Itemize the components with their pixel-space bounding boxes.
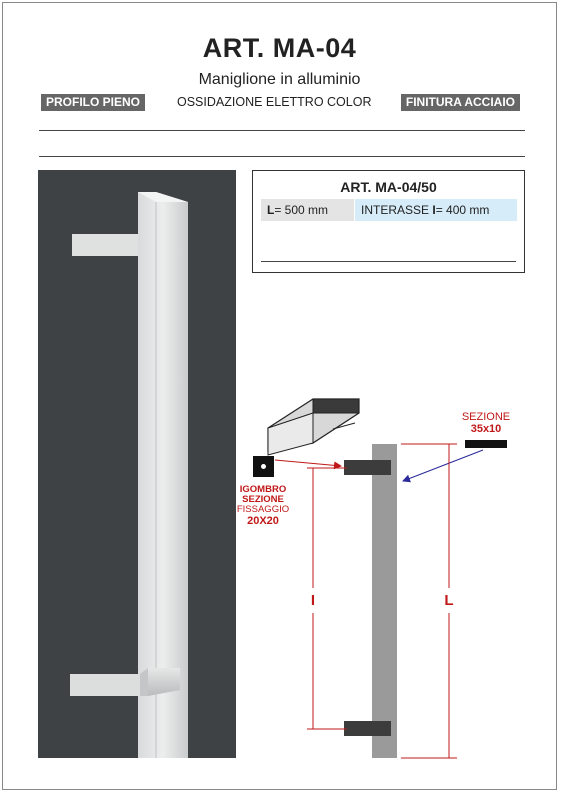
length-key: L	[267, 203, 275, 217]
oxidation-text: OSSIDAZIONE ELETTRO COLOR	[177, 95, 372, 109]
handle-bar	[372, 444, 397, 758]
dimension-i-label: I	[310, 592, 316, 609]
length-value: = 500 mm	[274, 203, 329, 217]
section-title: SEZIONE	[461, 411, 511, 423]
top-post	[344, 460, 391, 475]
profile-tag: PROFILO PIENO	[41, 94, 145, 111]
ingombro-line2: SEZIONE	[242, 494, 284, 505]
fixing-hole	[261, 464, 266, 469]
fixing-arrow	[275, 460, 341, 466]
section-3d-icon	[268, 399, 359, 455]
product-subtitle: Maniglione in alluminio	[198, 71, 361, 88]
finish-tag: FINITURA ACCIAIO	[401, 94, 520, 111]
section-arrow	[403, 450, 483, 481]
ingombro-line3: FISSAGGIO	[236, 504, 290, 515]
product-title: ART. MA-04	[202, 33, 357, 63]
section-bar	[465, 440, 507, 448]
bottom-post	[344, 721, 391, 736]
interasse-value: = 400 mm	[435, 203, 490, 217]
interasse-prefix: INTERASSE	[361, 203, 433, 217]
article-code: ART. MA-04/50	[340, 179, 437, 195]
technical-drawing	[3, 3, 558, 791]
product-sheet	[2, 2, 557, 790]
dimension-l-label: L	[444, 592, 454, 609]
interasse-key: I	[432, 203, 436, 217]
ingombro-size: 20X20	[247, 515, 279, 527]
section-size: 35x10	[470, 423, 502, 435]
ingombro-line1: IGOMBRO	[239, 484, 287, 495]
